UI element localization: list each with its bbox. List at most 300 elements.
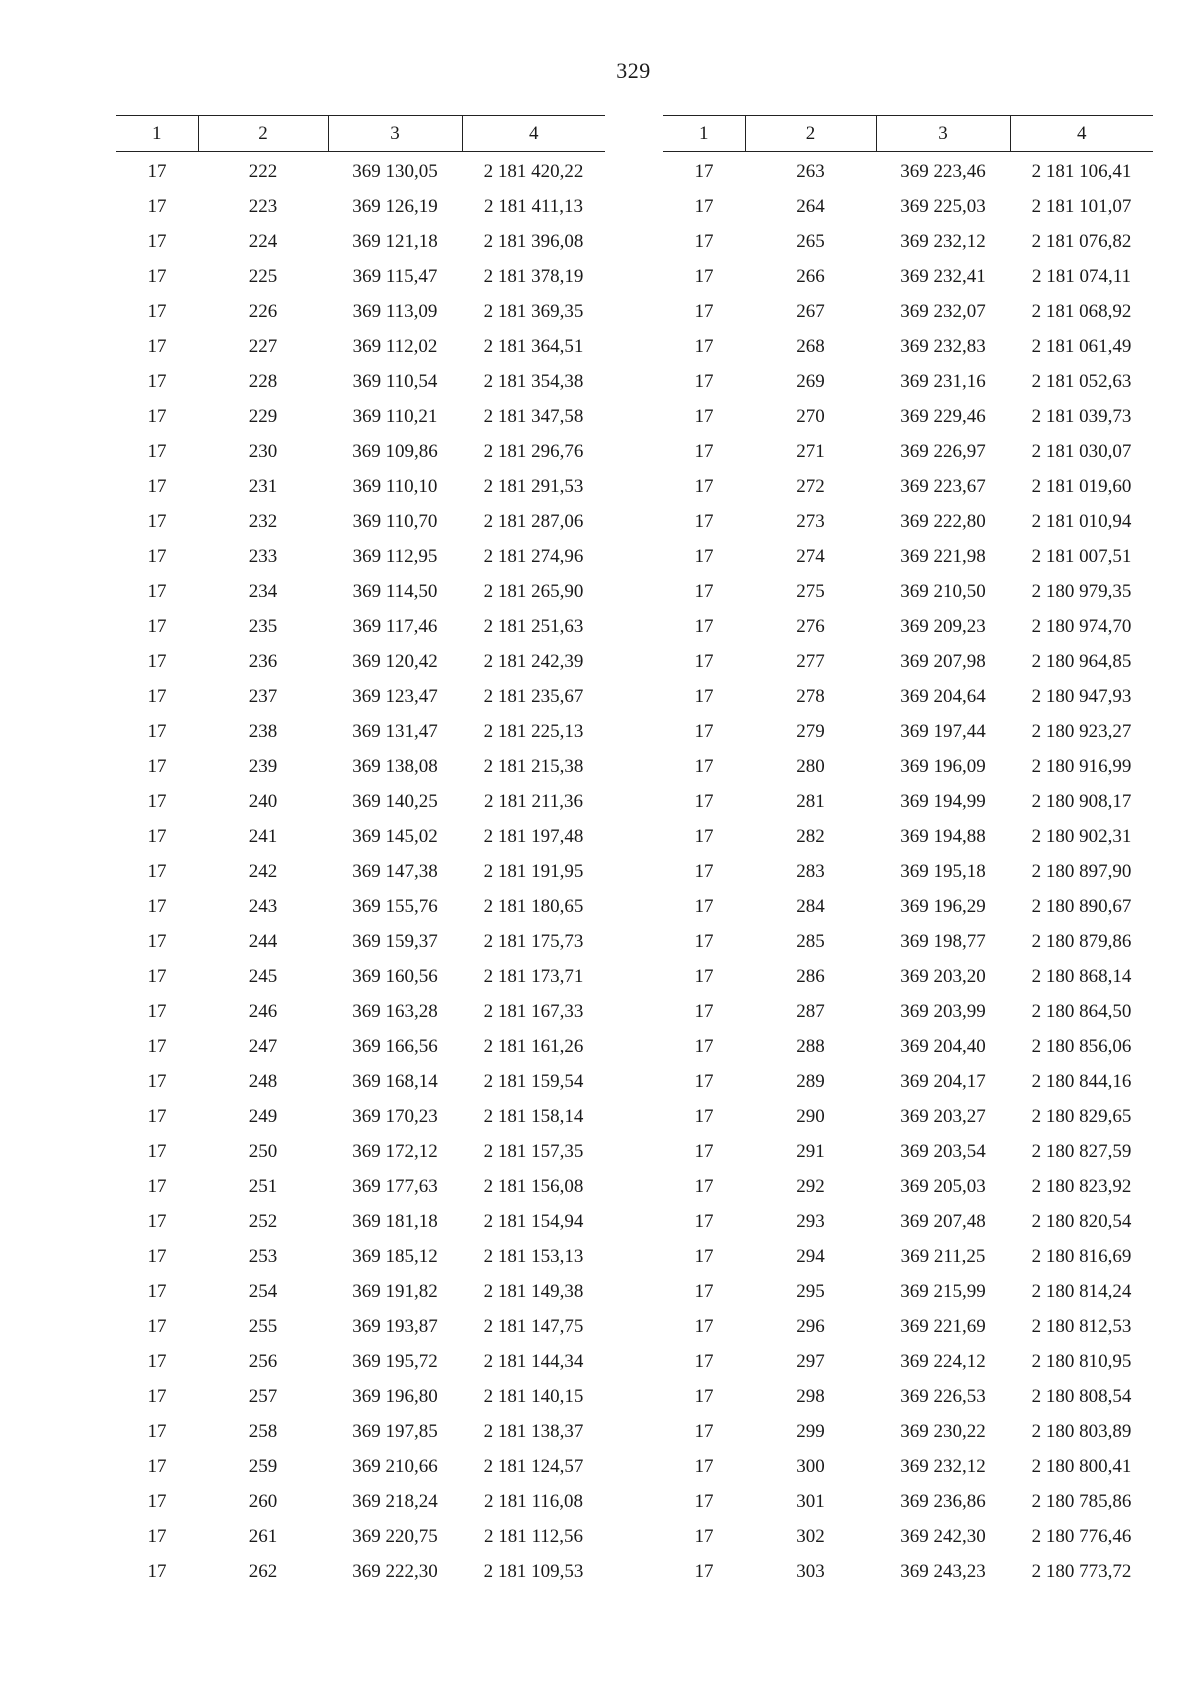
table-cell: 2 180 820,54: [1031, 1210, 1132, 1232]
table-row: [663, 1414, 1153, 1449]
table-cell: 271: [796, 440, 825, 462]
table-cell: 17: [694, 965, 714, 987]
table-row: [116, 574, 605, 609]
table-cell: 369 203,99: [900, 1000, 986, 1022]
table-cell: 17: [147, 230, 167, 252]
table-cell: 369 211,25: [900, 1245, 986, 1267]
table-row: [663, 1309, 1153, 1344]
table-cell: 231: [248, 475, 278, 497]
table-cell: 17: [147, 720, 167, 742]
table-cell: 243: [248, 895, 278, 917]
table-row: [116, 189, 605, 224]
table-cell: 369 231,16: [900, 370, 986, 392]
table-cell: 369 185,12: [352, 1245, 438, 1267]
table-cell: 17: [147, 405, 167, 427]
table-row: [116, 1099, 605, 1134]
table-cell: 369 121,18: [352, 230, 438, 252]
table-cell: 369 191,82: [352, 1280, 438, 1302]
table-row: [116, 469, 605, 504]
table-cell: 17: [147, 440, 167, 462]
table-cell: 17: [147, 580, 167, 602]
column-header: 4: [462, 116, 605, 152]
table-cell: 369 195,72: [352, 1350, 438, 1372]
table-cell: 369 203,20: [900, 965, 986, 987]
table-cell: 369 229,46: [900, 405, 986, 427]
table-cell: 369 109,86: [352, 440, 438, 462]
table-cell: 369 218,24: [352, 1490, 438, 1512]
table-row: [663, 749, 1153, 784]
table-row: [663, 1029, 1153, 1064]
table-cell: 369 232,12: [900, 1455, 986, 1477]
table-cell: 17: [147, 790, 167, 812]
table-cell: 17: [147, 265, 167, 287]
table-cell: 17: [147, 545, 167, 567]
table-cell: 2 181 147,75: [483, 1315, 584, 1337]
table-cell: 2 181 076,82: [1031, 230, 1132, 252]
table-cell: 267: [796, 300, 825, 322]
table-row: [116, 1414, 605, 1449]
table-cell: 282: [796, 825, 825, 847]
table-cell: 2 181 149,38: [483, 1280, 584, 1302]
table-cell: 369 225,03: [900, 195, 986, 217]
table-cell: 369 110,54: [352, 370, 438, 392]
table-cell: 369 195,18: [900, 860, 986, 882]
table-cell: 2 181 030,07: [1031, 440, 1132, 462]
table-cell: 268: [796, 335, 825, 357]
table-cell: 230: [248, 440, 278, 462]
table-cell: 17: [694, 1490, 714, 1512]
table-cell: 2 180 879,86: [1031, 930, 1132, 952]
table-cell: 17: [147, 1070, 167, 1092]
table-cell: 17: [694, 1420, 714, 1442]
table-cell: 17: [694, 1105, 714, 1127]
table-cell: 17: [147, 615, 167, 637]
table-cell: 2 181 156,08: [483, 1175, 584, 1197]
table-cell: 285: [796, 930, 825, 952]
table-cell: 290: [796, 1105, 825, 1127]
table-cell: 2 181 161,26: [483, 1035, 584, 1057]
table-cell: 237: [248, 685, 278, 707]
column-header: 2: [198, 116, 328, 152]
table-cell: 369 203,54: [900, 1140, 986, 1162]
table-cell: 2 181 167,33: [483, 1000, 584, 1022]
table-cell: 17: [147, 335, 167, 357]
table-cell: 291: [796, 1140, 825, 1162]
table-body-right: [663, 152, 1153, 1590]
table-cell: 369 196,80: [352, 1385, 438, 1407]
table-cell: 369 138,08: [352, 755, 438, 777]
table-cell: 2 181 140,15: [483, 1385, 584, 1407]
table-cell: 263: [796, 160, 825, 182]
table-cell: 369 204,17: [900, 1070, 986, 1092]
table-cell: 2 181 109,53: [483, 1560, 584, 1582]
table-cell: 17: [694, 1525, 714, 1547]
table-cell: 257: [248, 1385, 278, 1407]
table-cell: 228: [248, 370, 278, 392]
table-cell: 17: [147, 895, 167, 917]
table-cell: 2 181 396,08: [483, 230, 584, 252]
table-row: [663, 644, 1153, 679]
table-row: [663, 679, 1153, 714]
table-cell: 261: [248, 1525, 278, 1547]
table-cell: 272: [796, 475, 825, 497]
table-row: [116, 224, 605, 259]
table-row: [663, 1169, 1153, 1204]
table-row: [116, 959, 605, 994]
table-cell: 2 180 785,86: [1031, 1490, 1132, 1512]
table-cell: 2 180 890,67: [1031, 895, 1132, 917]
table-cell: 2 181 159,54: [483, 1070, 584, 1092]
table-row: [663, 224, 1153, 259]
table-cell: 369 140,25: [352, 790, 438, 812]
table-cell: 17: [147, 650, 167, 672]
table-cell: 247: [248, 1035, 278, 1057]
table-cell: 2 181 197,48: [483, 825, 584, 847]
table-cell: 369 220,75: [352, 1525, 438, 1547]
table-cell: 2 181 074,11: [1031, 265, 1132, 287]
table-cell: 17: [694, 195, 714, 217]
table-cell: 2 180 810,95: [1031, 1350, 1132, 1372]
table-cell: 2 180 814,24: [1031, 1280, 1132, 1302]
table-cell: 369 126,19: [352, 195, 438, 217]
table-cell: 17: [694, 1210, 714, 1232]
table-cell: 17: [147, 825, 167, 847]
table-cell: 236: [248, 650, 278, 672]
table-cell: 369 230,22: [900, 1420, 986, 1442]
table-cell: 17: [147, 1560, 167, 1582]
table-row: [116, 609, 605, 644]
table-row: [116, 749, 605, 784]
table-cell: 287: [796, 1000, 825, 1022]
table-cell: 259: [248, 1455, 278, 1477]
table-cell: 369 172,12: [352, 1140, 438, 1162]
table-cell: 369 168,14: [352, 1070, 438, 1092]
table-row: [116, 1029, 605, 1064]
table-cell: 2 180 823,92: [1031, 1175, 1132, 1197]
table-row: [663, 854, 1153, 889]
table-cell: 283: [796, 860, 825, 882]
table-cell: 251: [248, 1175, 278, 1197]
table-cell: 369 221,69: [900, 1315, 986, 1337]
table-cell: 369 236,86: [900, 1490, 986, 1512]
table-cell: 17: [694, 580, 714, 602]
table-cell: 369 130,05: [352, 160, 438, 182]
table-cell: 246: [248, 1000, 278, 1022]
table-row: [663, 609, 1153, 644]
table-cell: 301: [796, 1490, 825, 1512]
table-row: [663, 574, 1153, 609]
table-cell: 2 181 265,90: [483, 580, 584, 602]
table-cell: 2 181 106,41: [1031, 160, 1132, 182]
table-cell: 2 181 052,63: [1031, 370, 1132, 392]
table-cell: 2 180 856,06: [1031, 1035, 1132, 1057]
table-row: [116, 1309, 605, 1344]
table-cell: 223: [248, 195, 278, 217]
table-cell: 369 205,03: [900, 1175, 986, 1197]
table-row: [116, 679, 605, 714]
table-cell: 17: [694, 1385, 714, 1407]
table-row: [663, 819, 1153, 854]
coordinates-table-right: [663, 115, 1153, 1589]
table-cell: 17: [147, 1000, 167, 1022]
table-cell: 279: [796, 720, 825, 742]
table-cell: 240: [248, 790, 278, 812]
table-cell: 229: [248, 405, 278, 427]
table-cell: 295: [796, 1280, 825, 1302]
table-cell: 2 181 138,37: [483, 1420, 584, 1442]
table-cell: 2 180 868,14: [1031, 965, 1132, 987]
table-cell: 2 180 908,17: [1031, 790, 1132, 812]
table-cell: 2 181 211,36: [483, 790, 584, 812]
table-row: [663, 329, 1153, 364]
table-row: [116, 784, 605, 819]
page-number: 329: [616, 58, 651, 83]
table-cell: 2 180 800,41: [1031, 1455, 1132, 1477]
table-cell: 234: [248, 580, 278, 602]
table-cell: 17: [147, 1455, 167, 1477]
table-row: [663, 1064, 1153, 1099]
table-row: [116, 1484, 605, 1519]
table-cell: 284: [796, 895, 825, 917]
table-cell: 369 117,46: [352, 615, 438, 637]
table-cell: 17: [694, 1070, 714, 1092]
table-row: [663, 889, 1153, 924]
table-cell: 17: [147, 1210, 167, 1232]
table-cell: 2 180 773,72: [1031, 1560, 1132, 1582]
table-row: [116, 1169, 605, 1204]
table-row: [663, 189, 1153, 224]
table-cell: 369 198,77: [900, 930, 986, 952]
table-cell: 17: [694, 335, 714, 357]
table-row: [663, 1274, 1153, 1309]
table-cell: 369 221,98: [900, 545, 986, 567]
table-row: [663, 1554, 1153, 1589]
table-cell: 17: [694, 1560, 714, 1582]
table-cell: 17: [147, 475, 167, 497]
table-cell: 369 110,21: [352, 405, 438, 427]
table-cell: 266: [796, 265, 825, 287]
table-cell: 17: [694, 1000, 714, 1022]
table-cell: 2 181 296,76: [483, 440, 584, 462]
table-row: [663, 539, 1153, 574]
table-cell: 17: [147, 1350, 167, 1372]
table-row: [116, 924, 605, 959]
table-cell: 2 181 158,14: [483, 1105, 584, 1127]
table-cell: 17: [694, 545, 714, 567]
table-cell: 281: [796, 790, 825, 812]
table-cell: 17: [147, 1420, 167, 1442]
table-cell: 369 222,80: [900, 510, 986, 532]
table-row: [663, 959, 1153, 994]
table-row: [663, 1344, 1153, 1379]
table-cell: 17: [694, 160, 714, 182]
table-cell: 369 147,38: [352, 860, 438, 882]
table-cell: 245: [248, 965, 278, 987]
table-cell: 369 112,95: [352, 545, 438, 567]
table-cell: 17: [147, 1280, 167, 1302]
table-cell: 369 232,41: [900, 265, 986, 287]
table-cell: 17: [694, 1315, 714, 1337]
table-row: [116, 364, 605, 399]
table-cell: 17: [694, 930, 714, 952]
table-cell: 369 181,18: [352, 1210, 438, 1232]
table-cell: 369 120,42: [352, 650, 438, 672]
table-cell: 369 203,27: [900, 1105, 986, 1127]
table-cell: 17: [694, 475, 714, 497]
table-cell: 369 223,67: [900, 475, 986, 497]
table-cell: 232: [248, 510, 278, 532]
table-header-row: [116, 116, 605, 152]
table-cell: 302: [796, 1525, 825, 1547]
table-row: [663, 294, 1153, 329]
table-cell: 369 145,02: [352, 825, 438, 847]
table-cell: 2 181 180,65: [483, 895, 584, 917]
table-cell: 278: [796, 685, 825, 707]
table-cell: 17: [147, 1315, 167, 1337]
table-cell: 369 113,09: [352, 300, 438, 322]
table-cell: 264: [796, 195, 825, 217]
table-cell: 369 115,47: [352, 265, 438, 287]
table-cell: 369 197,44: [900, 720, 986, 742]
table-cell: 297: [796, 1350, 825, 1372]
table-cell: 254: [248, 1280, 278, 1302]
table-row: [116, 819, 605, 854]
table-cell: 17: [694, 860, 714, 882]
column-header: 4: [1010, 116, 1153, 152]
table-row: [663, 364, 1153, 399]
table-cell: 255: [248, 1315, 278, 1337]
table-cell: 2 181 157,35: [483, 1140, 584, 1162]
table-cell: 2 181 420,22: [483, 160, 584, 182]
table-cell: 2 181 191,95: [483, 860, 584, 882]
table-cell: 17: [694, 720, 714, 742]
table-cell: 2 181 354,38: [483, 370, 584, 392]
table-cell: 369 226,53: [900, 1385, 986, 1407]
table-cell: 17: [694, 650, 714, 672]
table-cell: 262: [248, 1560, 278, 1582]
table-cell: 2 181 364,51: [483, 335, 584, 357]
table-cell: 2 181 274,96: [483, 545, 584, 567]
table-cell: 2 180 897,90: [1031, 860, 1132, 882]
table-cell: 17: [694, 615, 714, 637]
table-cell: 2 180 979,35: [1031, 580, 1132, 602]
table-cell: 2 180 829,65: [1031, 1105, 1132, 1127]
table-cell: 298: [796, 1385, 825, 1407]
table-cell: 369 243,23: [900, 1560, 986, 1582]
table-row: [663, 714, 1153, 749]
table-cell: 369 222,30: [352, 1560, 438, 1582]
table-cell: 369 232,12: [900, 230, 986, 252]
table-cell: 369 166,56: [352, 1035, 438, 1057]
table-cell: 2 180 902,31: [1031, 825, 1132, 847]
table-cell: 252: [248, 1210, 278, 1232]
table-row: [116, 644, 605, 679]
table-cell: 250: [248, 1140, 278, 1162]
table-cell: 2 181 251,63: [483, 615, 584, 637]
table-cell: 2 180 974,70: [1031, 615, 1132, 637]
table-cell: 2 181 101,07: [1031, 195, 1132, 217]
table-cell: 369 204,40: [900, 1035, 986, 1057]
table-cell: 2 181 153,13: [483, 1245, 584, 1267]
table-row: [116, 1379, 605, 1414]
table-cell: 2 180 808,54: [1031, 1385, 1132, 1407]
table-cell: 2 180 923,27: [1031, 720, 1132, 742]
table-cell: 17: [147, 930, 167, 952]
table-cell: 2 181 369,35: [483, 300, 584, 322]
table-cell: 17: [694, 1455, 714, 1477]
table-cell: 17: [694, 790, 714, 812]
table-row: [663, 924, 1153, 959]
table-cell: 369 110,10: [352, 475, 438, 497]
table-cell: 276: [796, 615, 825, 637]
table-cell: 269: [796, 370, 825, 392]
table-cell: 369 194,99: [900, 790, 986, 812]
table-cell: 2 180 916,99: [1031, 755, 1132, 777]
table-cell: 369 210,66: [352, 1455, 438, 1477]
table-cell: 256: [248, 1350, 278, 1372]
table-cell: 369 215,99: [900, 1280, 986, 1302]
table-row: [116, 294, 605, 329]
table-row: [116, 714, 605, 749]
table-cell: 292: [796, 1175, 825, 1197]
table-cell: 369 170,23: [352, 1105, 438, 1127]
table-cell: 369 232,07: [900, 300, 986, 322]
column-header: 3: [328, 116, 462, 152]
table-cell: 369 207,98: [900, 650, 986, 672]
coordinates-table-left: [116, 115, 605, 1589]
table-cell: 2 181 010,94: [1031, 510, 1132, 532]
table-row: [116, 152, 605, 190]
table-cell: 17: [694, 265, 714, 287]
table-row: [116, 504, 605, 539]
table-row: [663, 1519, 1153, 1554]
table-cell: 280: [796, 755, 825, 777]
table-cell: 2 180 816,69: [1031, 1245, 1132, 1267]
column-header: 3: [876, 116, 1010, 152]
table-cell: 17: [147, 1490, 167, 1512]
table-row: [116, 1204, 605, 1239]
table-cell: 369 177,63: [352, 1175, 438, 1197]
table-cell: 17: [694, 1350, 714, 1372]
table-row: [663, 504, 1153, 539]
table-cell: 369 194,88: [900, 825, 986, 847]
table-cell: 2 180 803,89: [1031, 1420, 1132, 1442]
table-cell: 2 181 287,06: [483, 510, 584, 532]
table-row: [116, 1519, 605, 1554]
table-cell: 369 210,50: [900, 580, 986, 602]
table-cell: 260: [248, 1490, 278, 1512]
table-cell: 17: [694, 1175, 714, 1197]
table-cell: 2 181 154,94: [483, 1210, 584, 1232]
table-cell: 2 181 173,71: [483, 965, 584, 987]
table-cell: 369 223,46: [900, 160, 986, 182]
table-cell: 2 181 291,53: [483, 475, 584, 497]
table-row: [116, 399, 605, 434]
table-cell: 17: [694, 1140, 714, 1162]
table-row: [116, 1554, 605, 1589]
table-row: [116, 1134, 605, 1169]
table-cell: 2 181 061,49: [1031, 335, 1132, 357]
table-cell: 2 181 347,58: [483, 405, 584, 427]
column-header: 1: [663, 116, 745, 152]
table-cell: 17: [694, 825, 714, 847]
table-cell: 17: [147, 160, 167, 182]
table-row: [663, 994, 1153, 1029]
table-cell: 2 181 144,34: [483, 1350, 584, 1372]
table-cell: 225: [248, 265, 278, 287]
table-row: [663, 469, 1153, 504]
table-row: [663, 152, 1153, 190]
